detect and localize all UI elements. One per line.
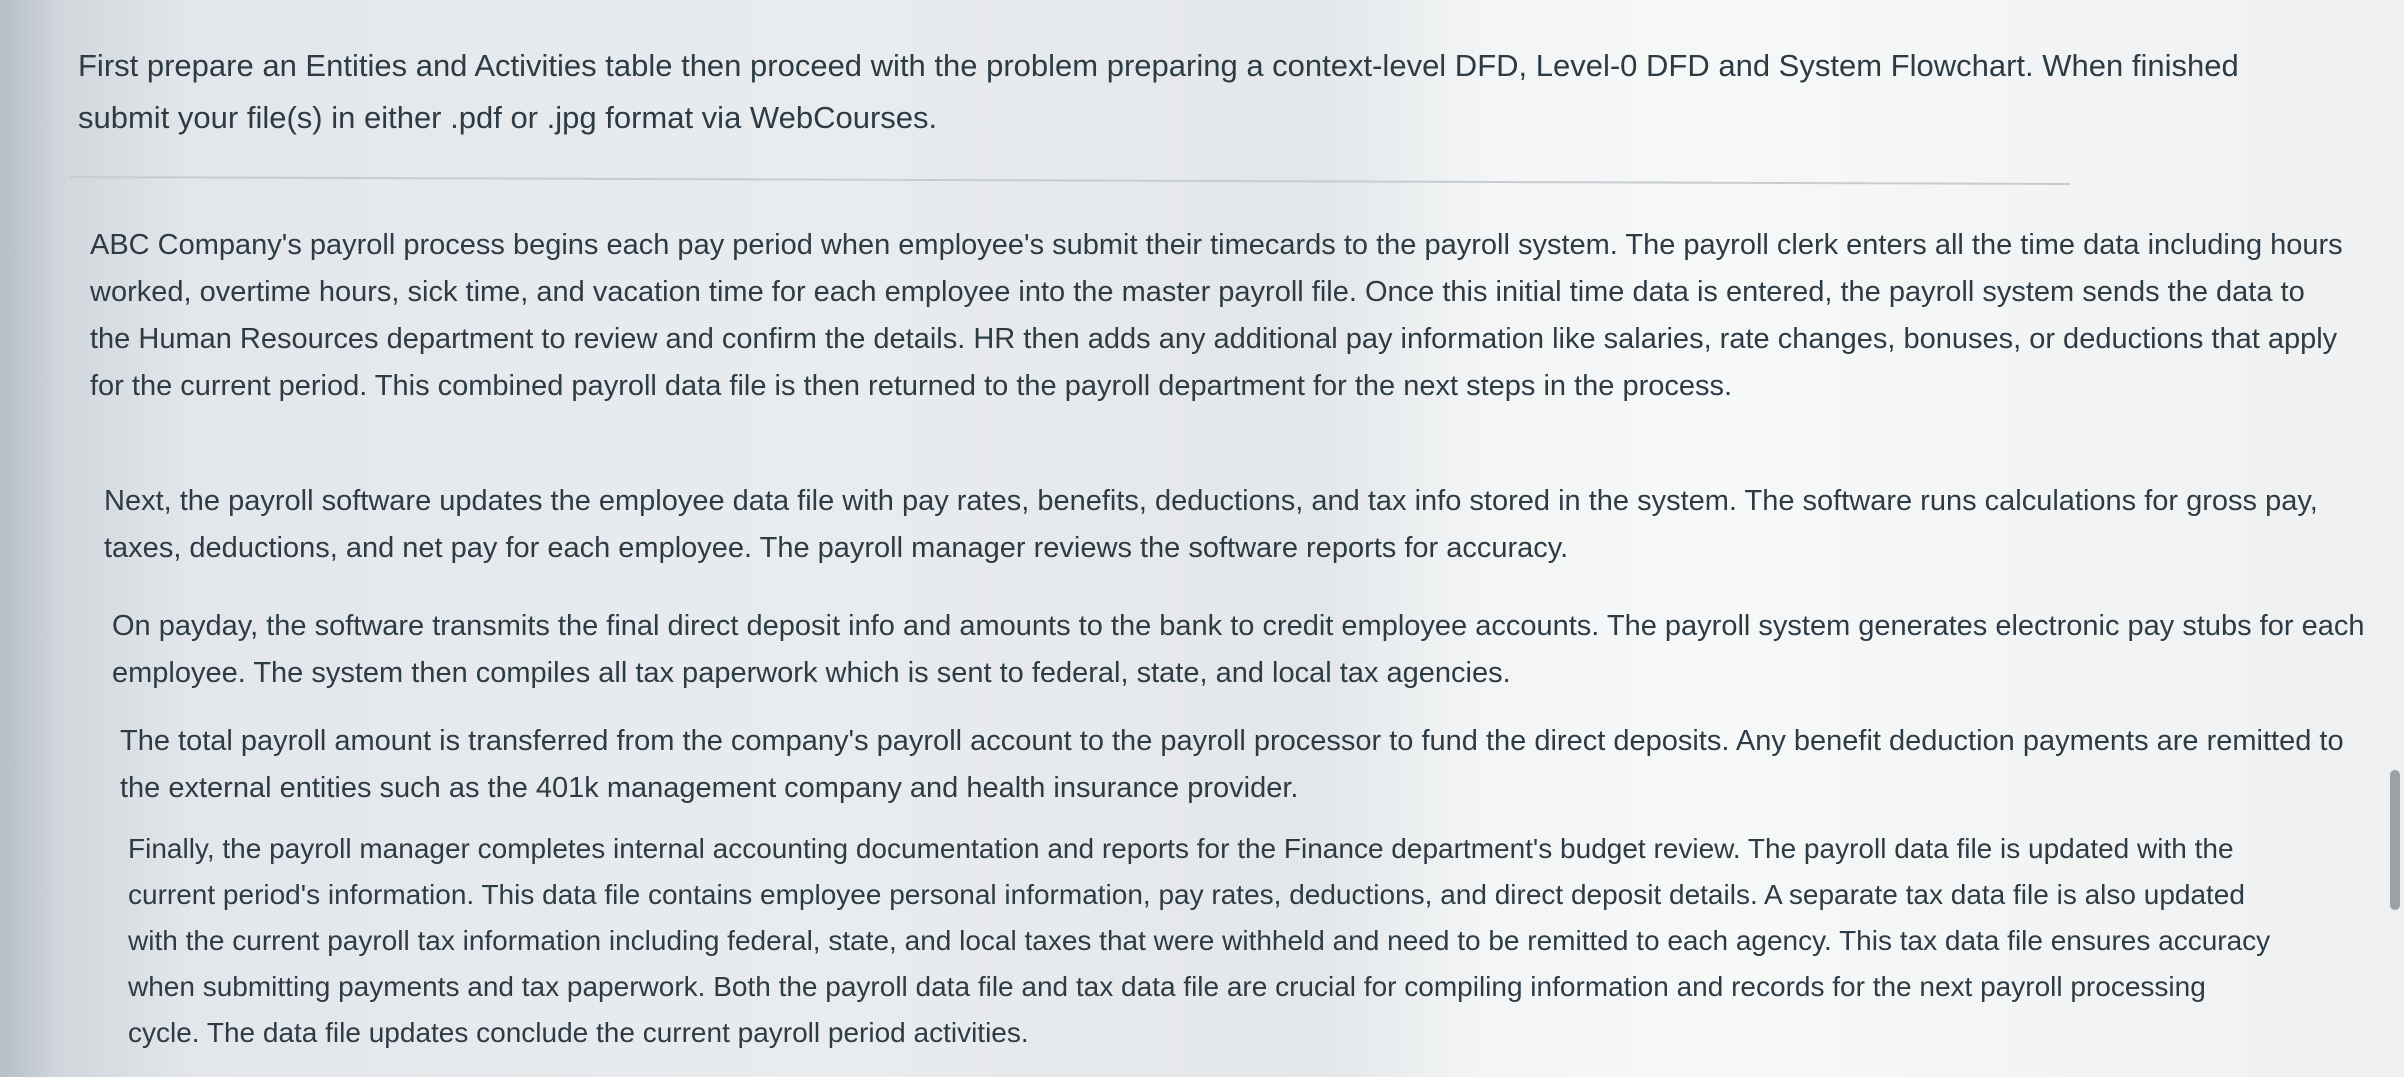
section-divider xyxy=(70,176,2070,185)
problem-paragraph-1: ABC Company's payroll process begins each pay period when employee's submit their timecards to the payroll system. The payroll clerk enters all the time data including hours worked, overtime hours, sick time, and vacation time for each employee into the master payroll file. Once this initial time data is entered, the payroll system sends the data to the Human Resources department to review and confirm the details. HR then adds any additional pay information like salaries, rate changes, bonuses, or deductions that apply for the current period. This combined payroll data file is then returned to the payroll department for the next steps in the process. xyxy=(90,229,2343,402)
left-edge-shadow xyxy=(0,0,60,1077)
problem-paragraph-5: Finally, the payroll manager completes internal accounting documentation and reports for the Finance department's budget review. The payroll data file is updated with the current period's information. This data file contains employee personal information, pay rates, deductions, and direct deposit details. A separate tax data file is also updated with the current payroll tax information including federal, state, and local taxes that were withheld and need to be remitted to each agency. This tax data file ensures accuracy when submitting payments and tax paperwork. Both the payroll data file and tax data file are crucial for compiling information and records for the next payroll processing cycle. The data file updates conclude the current payroll period activities. xyxy=(128,833,2271,1048)
problem-paragraph-2: Next, the payroll software updates the employee data file with pay rates, benefits, deductions, and tax info stored in the system. The software runs calculations for gross pay, taxes, deductions, and net pay for each employee. The payroll manager reviews the software reports for accuracy. xyxy=(104,485,2318,564)
assignment-instructions: First prepare an Entities and Activities table then proceed with the problem preparing a context-level DFD, Level-0 DFD and System Flowchart. When finished submit your file(s) in either .pdf or .jpg format via WebCourses. xyxy=(78,48,2239,135)
problem-paragraph-4: The total payroll amount is transferred from the company's payroll account to the payroll processor to fund the direct deposits. Any benefit deduction payments are remitted to the external entities such as the 401k management company and health insurance provider. xyxy=(120,725,2344,804)
problem-paragraph-3: On payday, the software transmits the final direct deposit info and amounts to the bank to credit employee accounts. The payroll system generates electronic pay stubs for each employee. The system then compiles all tax paperwork which is sent to federal, state, and local tax agencies. xyxy=(112,610,2365,689)
vertical-scrollbar-thumb[interactable] xyxy=(2390,770,2400,910)
